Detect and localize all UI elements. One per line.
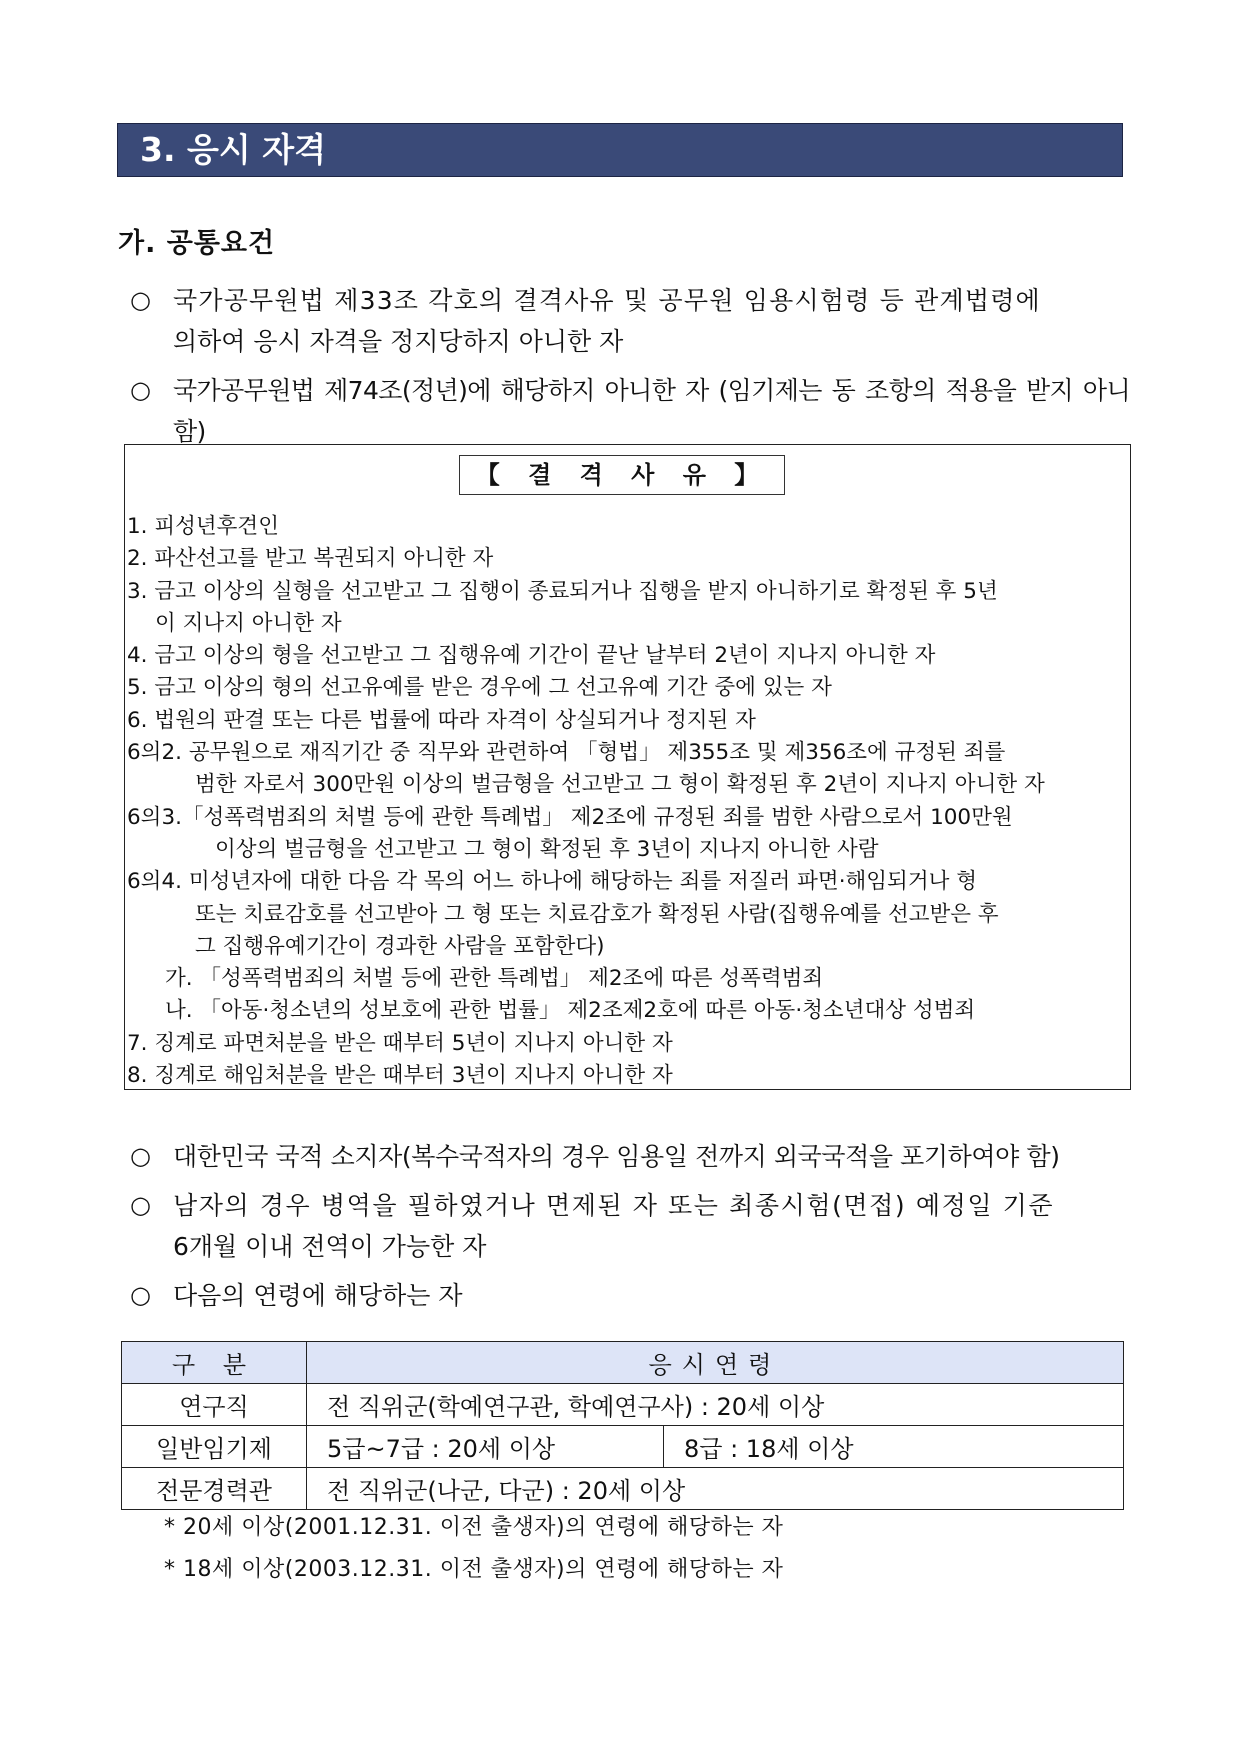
list-item: 6의4. 미성년자에 대한 다음 각 목의 어느 하나에 해당하는 죄를 저질러 파면·해임되거나 형 [127,869,977,895]
list-item: 3. 금고 이상의 실형을 선고받고 그 집행이 종료되거나 집행을 받지 아니하기로 확정된 후 5년 [127,578,998,604]
list-item: 7. 징계로 파면처분을 받은 때부터 5년이 지나지 아니한 자 [127,1030,673,1056]
table-header-cell: 구 분 [122,1342,307,1384]
table-header-row [122,1342,1124,1384]
requirement-bullet [130,1185,1130,1267]
bullet-line: 다음의 연령에 해당하는 자 [173,1281,463,1310]
table-cell: 5급~7급 : 20세 이상 [307,1426,664,1468]
list-item: 6의3. 「성폭력범죄의 처벌 등에 관한 특례법」 제2조에 규정된 죄를 범한 사람으로서 100만원 [127,804,1013,830]
list-item: 6의2. 공무원으로 재직기간 중 직무와 관련하여 「형법」 제355조 및 제356조에 규정된 죄를 [127,740,1006,766]
requirement-bullet [130,1275,1130,1316]
table-row [122,1468,1124,1510]
bullet-line: 대한민국 국적 소지자(복수국적자의 경우 임용일 전까지 외국국적을 포기하여야 함) [173,1142,1060,1171]
table-cell-category: 일반임기제 [122,1426,307,1468]
section-header [117,123,1123,177]
list-item: 5. 금고 이상의 형의 선고유예를 받은 경우에 그 선고유예 기간 중에 있는 자 [127,675,832,701]
sub-list-item: 나. 「아동·청소년의 성보호에 관한 법률」 제2조제2호에 따른 아동·청소년대상 성범죄 [165,998,976,1024]
bullet-line: 국가공무원법 제74조(정년)에 해당하지 아니한 자 (임기제는 동 조항의 적용을 받지 아니함) [173,376,1130,446]
age-note: * 20세 이상(2001.12.31. 이전 출생자)의 연령에 해당하는 자 [164,1515,784,1540]
bullet-line: 6개월 이내 전역이 가능한 자 [173,1232,487,1261]
table-cell: 전 직위군(학예연구관, 학예연구사) : 20세 이상 [307,1384,1124,1426]
disqualification-title: 【 결 격 사 유 】 [459,455,785,495]
table-header-cell: 응시연령 [307,1342,1124,1384]
circle-bullet-icon: ○ [130,1281,151,1309]
list-item: 1. 피성년후견인 [127,514,279,539]
table-cell-category: 전문경력관 [122,1468,307,1510]
list-item: 2. 파산선고를 받고 복권되지 아니한 자 [127,546,494,572]
disqualification-box [124,444,1131,1090]
circle-bullet-icon: ○ [130,376,151,404]
circle-bullet-icon: ○ [130,286,151,314]
sub-list-item: 가. 「성폭력범죄의 처벌 등에 관한 특례법」 제2조에 따른 성폭력범죄 [165,966,824,992]
circle-bullet-icon: ○ [130,1142,151,1170]
table-row [122,1426,1124,1468]
list-item-continuation: 이 지나지 아니한 자 [155,610,342,636]
list-item-continuation: 또는 치료감호를 선고받아 그 형 또는 치료감호가 확정된 사람(집행유예를 선고받은 후 [195,901,999,927]
table-cell-category: 연구직 [122,1384,307,1426]
requirement-bullet [130,370,1130,452]
bullet-line: 남자의 경우 병역을 필하였거나 면제된 자 또는 최종시험(면접) 예정일 기준 [173,1191,1055,1220]
age-note: * 18세 이상(2003.12.31. 이전 출생자)의 연령에 해당하는 자 [164,1557,784,1582]
list-item-continuation: 그 집행유예기간이 경과한 사람을 포함한다) [195,933,605,959]
table-cell: 전 직위군(나군, 다군) : 20세 이상 [307,1468,1124,1510]
disqualification-list [127,511,1126,1092]
circle-bullet-icon: ○ [130,1191,151,1219]
list-item-continuation: 범한 자로서 300만원 이상의 벌금형을 선고받고 그 형이 확정된 후 2년이 지나지 아니한 자 [195,772,1045,798]
bullet-line: 의하여 응시 자격을 정지당하지 아니한 자 [173,327,624,356]
common-requirements-heading: 가. 공통요건 [118,228,276,259]
table-row [122,1384,1124,1426]
age-table [121,1341,1124,1510]
list-item: 6. 법원의 판결 또는 다른 법률에 따라 자격이 상실되거나 정지된 자 [127,707,756,733]
list-item-continuation: 이상의 벌금형을 선고받고 그 형이 확정된 후 3년이 지나지 아니한 사람 [215,836,879,862]
list-item: 4. 금고 이상의 형을 선고받고 그 집행유예 기간이 끝난 날부터 2년이 지나지 아니한 자 [127,643,936,669]
requirement-bullet [130,1136,1130,1177]
requirement-bullet [130,280,1130,362]
list-item: 8. 징계로 해임처분을 받은 때부터 3년이 지나지 아니한 자 [127,1063,673,1089]
table-cell: 8급 : 18세 이상 [664,1426,1124,1468]
bullet-line: 국가공무원법 제33조 각호의 결격사유 및 공무원 임용시험령 등 관계법령에 [173,286,1041,315]
section-title: 3. 응시 자격 [140,130,326,169]
